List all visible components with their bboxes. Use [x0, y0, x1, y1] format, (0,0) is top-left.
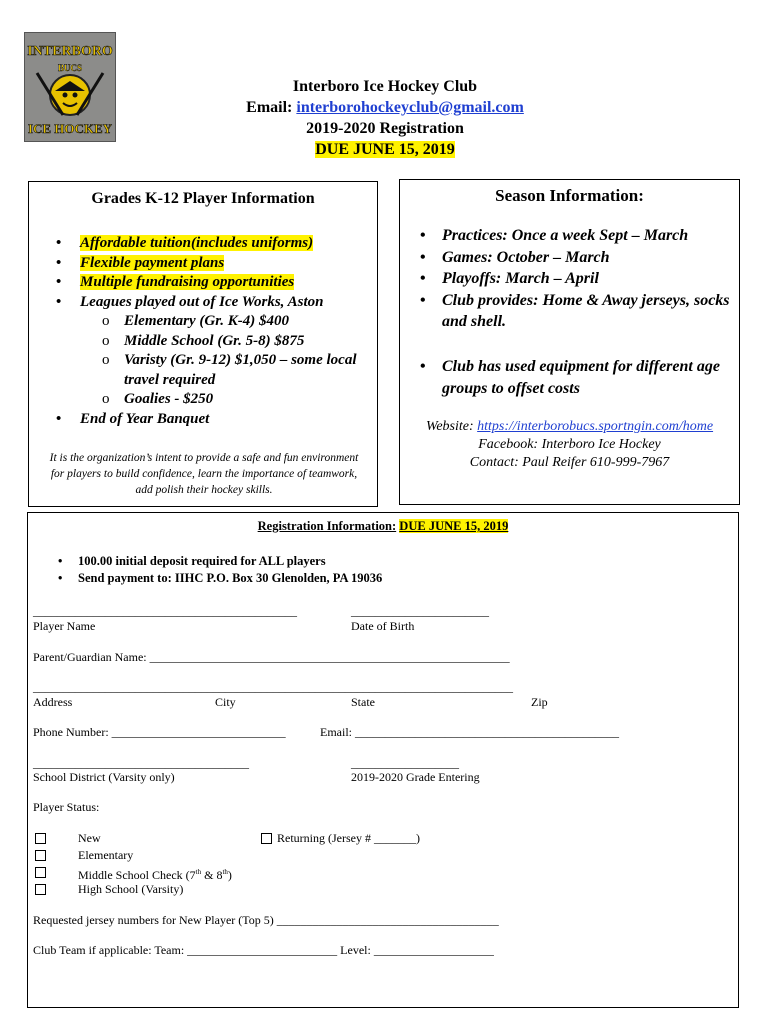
- list-item: • Flexible payment plans: [29, 254, 377, 274]
- sub-list-item: o Varisty (Gr. 9-12) $1,050 – some local travel required: [102, 352, 357, 388]
- bullet-icon: •: [420, 358, 426, 375]
- circle-bullet-icon: o: [102, 313, 110, 329]
- club-email-link[interactable]: interborohockeyclub@gmail.com: [296, 99, 524, 116]
- sub-list-item: o Middle School (Gr. 5-8) $875: [80, 332, 377, 352]
- email-field[interactable]: Email: ____________________________________________: [320, 725, 619, 739]
- logo-graphic: [25, 33, 115, 141]
- club-name: Interboro Ice Hockey Club: [292, 78, 478, 95]
- bullet-icon: •: [56, 274, 62, 290]
- due-date: DUE JUNE 15, 2019: [315, 141, 455, 158]
- logo-text-mid: BUCS: [57, 63, 83, 73]
- website-link[interactable]: https://interborobucs.sportngin.com/home: [477, 419, 714, 434]
- list-item: • Multiple fundraising opportunities: [29, 273, 377, 293]
- bullet-icon: •: [56, 293, 62, 310]
- season-info-list: [400, 225, 739, 333]
- club-logo: [24, 32, 116, 142]
- status-new-checkbox[interactable]: [35, 833, 46, 844]
- list-item: • Club provides: Home & Away jerseys, socks and shell.: [420, 291, 730, 330]
- status-middle-school-label: Middle School Check (7th & 8th): [78, 868, 232, 882]
- registration-title: Registration Information: DUE JUNE 15, 2019: [257, 519, 509, 533]
- sub-list-item: o Elementary (Gr. K-4) $400: [80, 312, 377, 332]
- registration-due-date: DUE JUNE 15, 2019: [399, 519, 509, 533]
- list-item: • Club has used equipment for different age groups to offset costs: [420, 358, 720, 397]
- address-label: Address: [33, 695, 73, 709]
- bullet-icon: •: [420, 227, 426, 244]
- bullet-icon: •: [420, 291, 426, 309]
- list-item: • 100.00 initial deposit required for ALL players: [58, 554, 326, 568]
- player-name-field[interactable]: ____________________________________________: [33, 604, 297, 618]
- list-item: • Send payment to: IIHC P.O. Box 30 Glenolden, PA 19036: [58, 571, 383, 585]
- status-high-school-checkbox[interactable]: [35, 884, 46, 895]
- address-field[interactable]: ________________________________________________________________________________: [33, 680, 513, 694]
- email-label: Email:: [246, 99, 297, 116]
- season-title: 2019-2020 Registration: [306, 120, 464, 137]
- list-item: • Games: October – March: [400, 247, 739, 269]
- equipment-list: [400, 356, 739, 399]
- website-line: Website: https://interborobucs.sportngin.com/home: [425, 419, 714, 434]
- city-label: City: [215, 695, 236, 709]
- jersey-request-field[interactable]: Requested jersey numbers for New Player (Top 5) _____________________________________: [33, 913, 499, 927]
- date-of-birth-label: Date of Birth: [351, 619, 415, 633]
- grade-entering-field[interactable]: __________________: [351, 756, 459, 770]
- bullet-icon: •: [56, 410, 62, 427]
- season-info-title: Season Information:: [495, 186, 644, 205]
- status-elementary-label: Elementary: [78, 848, 134, 862]
- bullet-icon: •: [420, 270, 426, 287]
- status-high-school-label: High School (Varsity): [78, 882, 184, 896]
- contact-line: Contact: Paul Reifer 610-999-7967: [469, 455, 670, 470]
- player-info-title: Grades K-12 Player Information: [91, 190, 315, 207]
- logo-text-bottom: ICE HOCKEY: [27, 121, 113, 136]
- player-info-box: [28, 181, 378, 507]
- facebook-line: Facebook: Interboro Ice Hockey: [478, 437, 661, 452]
- bullet-icon: •: [420, 248, 426, 266]
- state-label: State: [351, 695, 375, 709]
- list-item: • Affordable tuition(includes uniforms): [29, 234, 377, 254]
- club-team-field[interactable]: Club Team if applicable: Team: _________________________ Level: ____________________: [33, 943, 494, 957]
- school-district-field[interactable]: ____________________________________: [33, 756, 249, 770]
- contact-info: [400, 418, 739, 472]
- grade-entering-label: 2019-2020 Grade Entering: [351, 770, 480, 784]
- list-item: • Leagues played out of Ice Works, Aston o Elementary (Gr. K-4) $400 o Middle School (Gr. 5-8) $875 o Varisty (Gr. 9-12) $1,050 – some local travel required o Goalies - $250: [29, 293, 377, 410]
- player-name-label: Player Name: [33, 619, 96, 633]
- phone-number-field[interactable]: Phone Number: _____________________________: [33, 725, 286, 739]
- list-item: • Practices: Once a week Sept – March: [400, 225, 739, 247]
- zip-label: Zip: [531, 695, 548, 709]
- bullet-icon: •: [58, 571, 63, 585]
- season-info-box: [399, 179, 740, 505]
- circle-bullet-icon: o: [102, 332, 110, 349]
- status-returning-checkbox[interactable]: [261, 833, 272, 844]
- bullet-icon: •: [58, 554, 63, 568]
- status-returning-label[interactable]: Returning (Jersey # _______): [277, 831, 420, 845]
- status-elementary-checkbox[interactable]: [35, 850, 46, 861]
- school-district-label: School District (Varsity only): [33, 770, 175, 784]
- list-item: • Playoffs: March – April: [400, 268, 739, 290]
- page-header: [180, 76, 590, 160]
- bullet-icon: •: [56, 235, 62, 251]
- circle-bullet-icon: o: [102, 352, 110, 368]
- mission-note: It is the organization’s intent to provide a safe and fun environment for players to build confidence, learn the importance of teamwork, add polish their hockey skills.: [49, 452, 359, 496]
- player-info-list: [29, 234, 377, 429]
- logo-text-top: INTERBORO: [27, 44, 113, 59]
- status-middle-school-checkbox[interactable]: [35, 867, 46, 878]
- date-of-birth-field[interactable]: _______________________: [351, 604, 489, 618]
- status-new-label: New: [78, 831, 101, 845]
- player-status-label: Player Status:: [33, 800, 100, 814]
- guardian-name-field[interactable]: Parent/Guardian Name: ____________________________________________________________: [33, 650, 510, 664]
- email-line: [180, 97, 590, 118]
- circle-bullet-icon: o: [102, 391, 110, 407]
- list-item: • End of Year Banquet: [29, 410, 377, 430]
- sub-list-item: o Goalies - $250: [80, 390, 377, 410]
- registration-bullets: [28, 553, 728, 587]
- registration-box: [27, 512, 739, 1008]
- due-date-line: [180, 139, 590, 160]
- bullet-icon: •: [56, 254, 62, 271]
